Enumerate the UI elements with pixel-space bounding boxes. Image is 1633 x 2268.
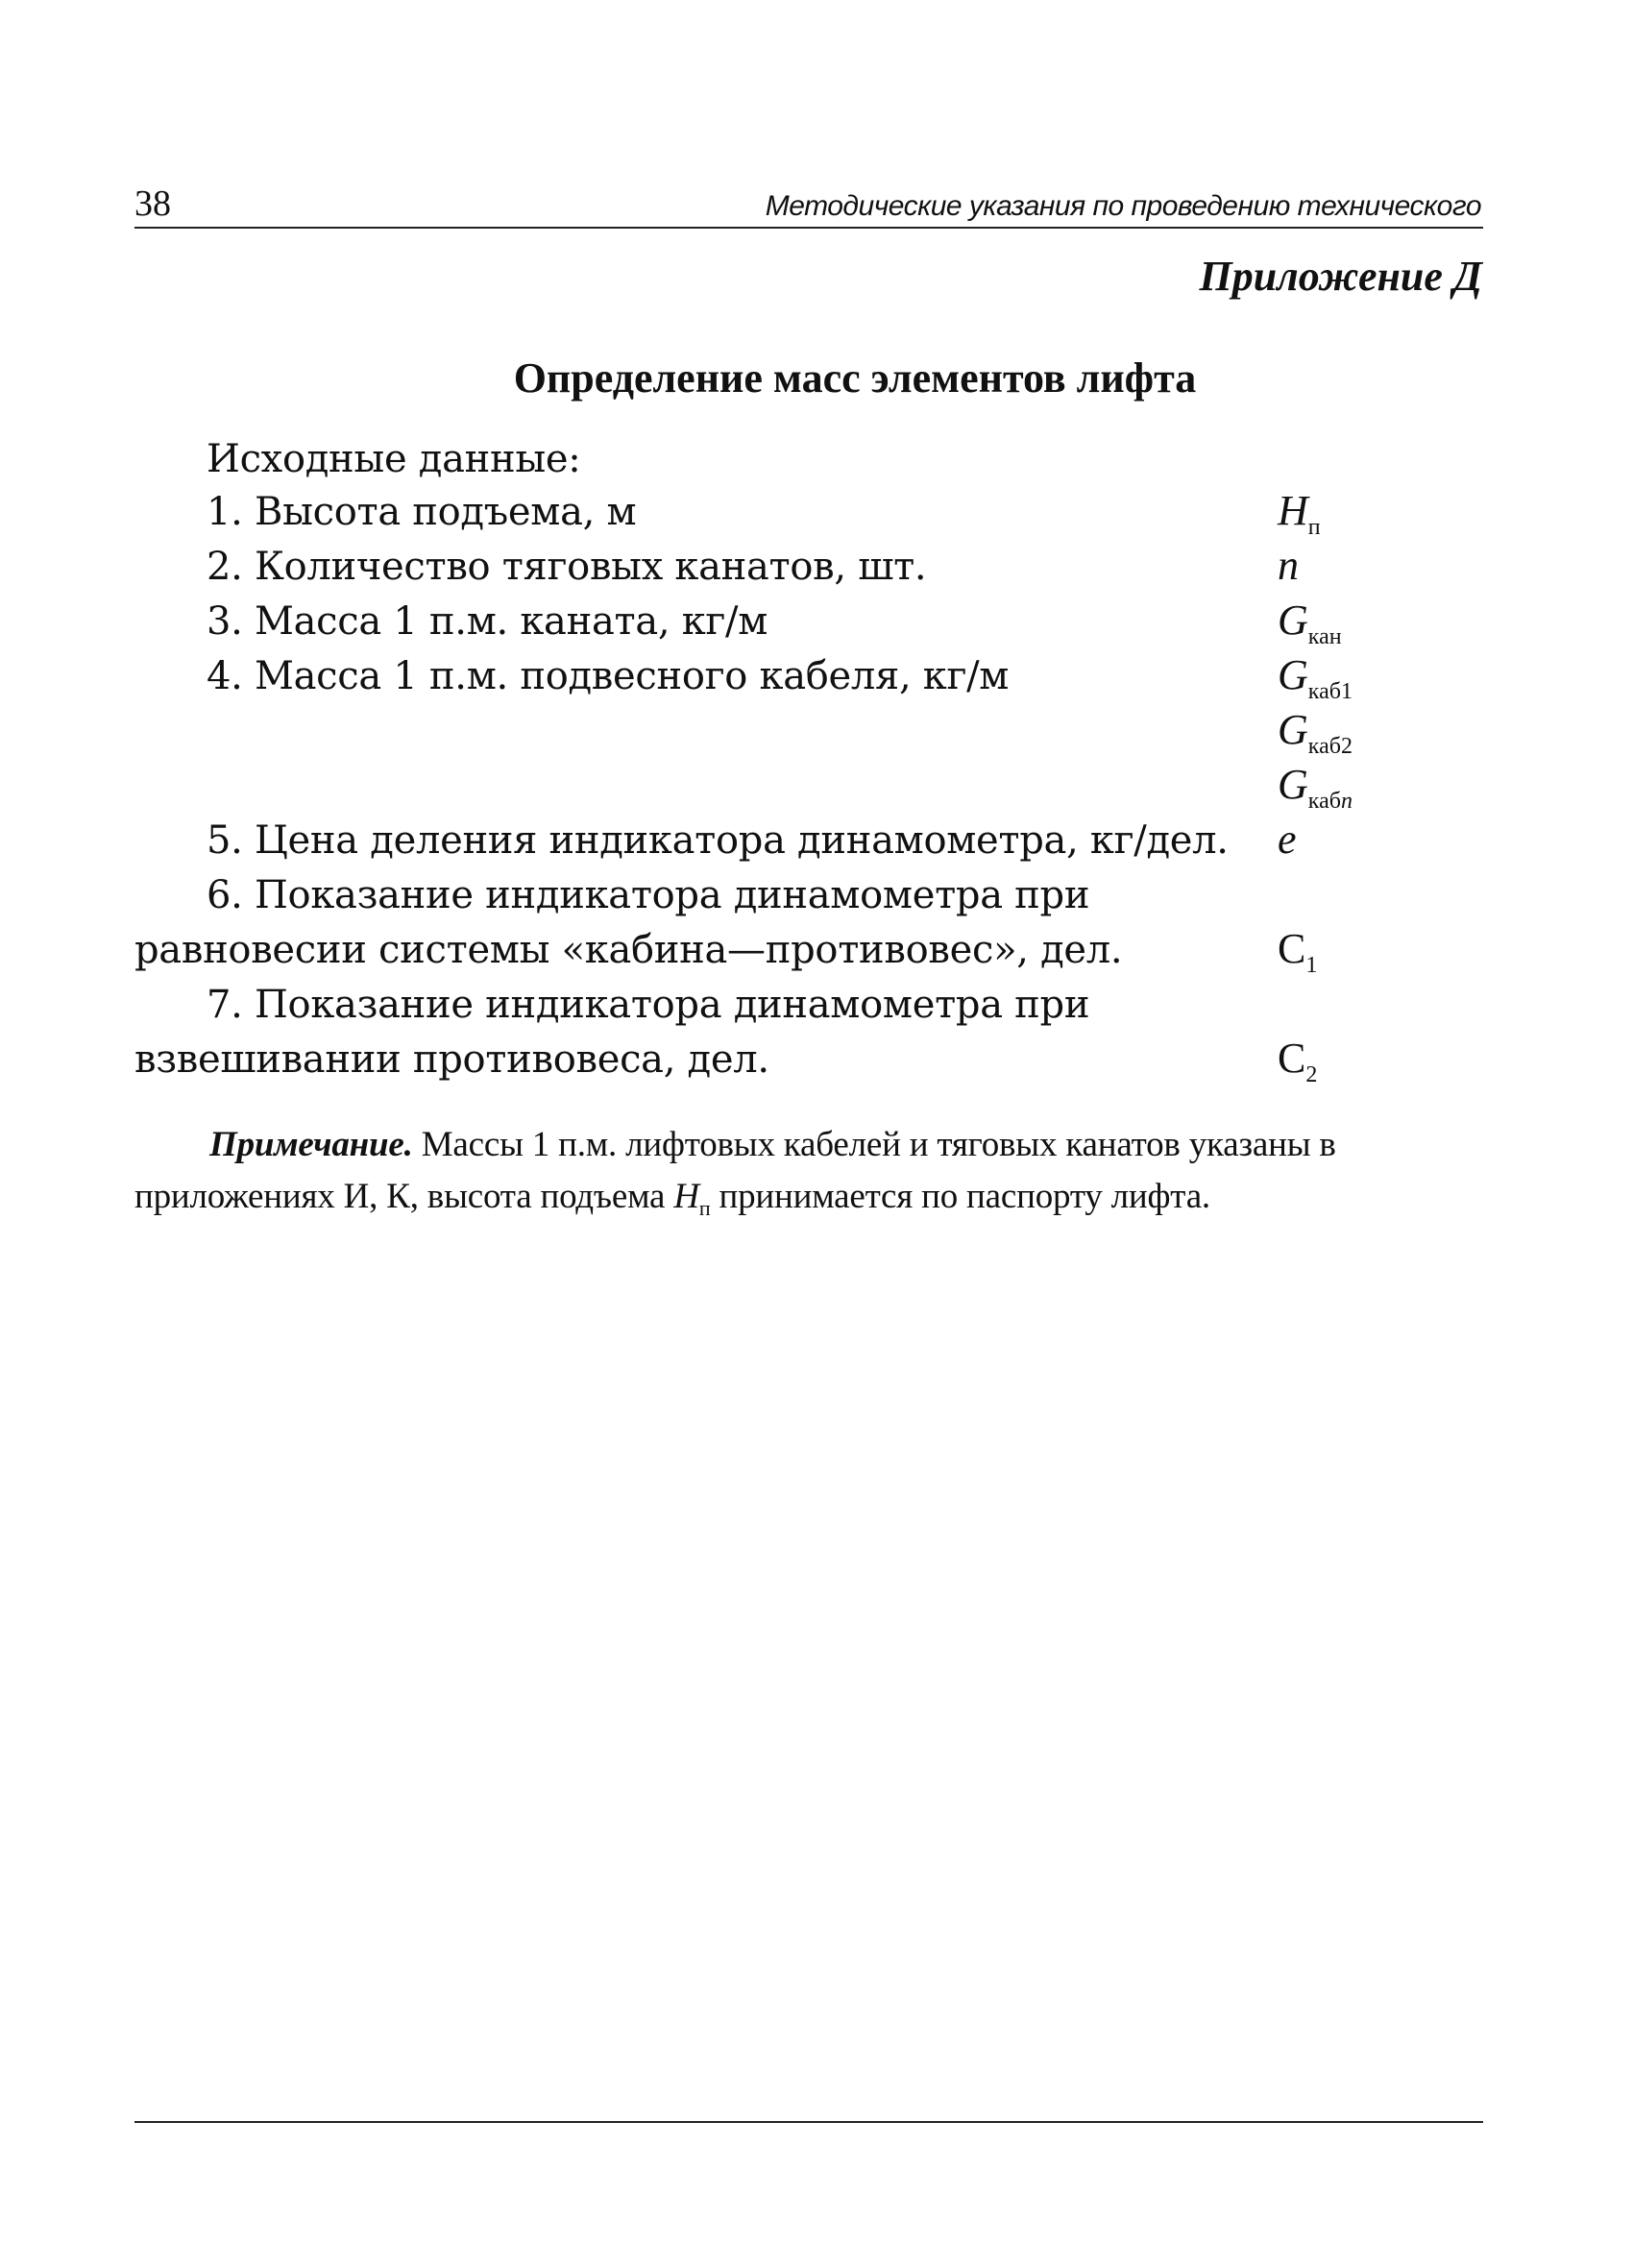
list-item: 1. Высота подъема, м bbox=[207, 490, 637, 534]
symbol: e bbox=[1278, 816, 1297, 863]
list-item-line2: равновесии системы «кабина—противовес», дел. bbox=[134, 928, 1123, 972]
symbol: $G_{каб2}$ bbox=[1278, 706, 1353, 759]
symbol: $C_1$ bbox=[1278, 925, 1318, 978]
page-header bbox=[134, 183, 1483, 229]
intro-line: Исходные данные: bbox=[207, 437, 581, 481]
symbol: $G_{кабn}$ bbox=[1278, 761, 1353, 814]
footer-rule bbox=[134, 2121, 1483, 2123]
list-item: 2. Количество тяговых канатов, шт. bbox=[207, 545, 927, 589]
symbol: $G_{кан}$ bbox=[1278, 597, 1342, 649]
symbol: $C_2$ bbox=[1278, 1035, 1318, 1087]
list-item-line1: 6. Показание индикатора динамометра при bbox=[207, 873, 1090, 917]
symbol: $H_п$ bbox=[1278, 487, 1321, 540]
page-number: 38 bbox=[134, 183, 171, 224]
section-title: Определение масс элементов лифта bbox=[513, 354, 1197, 402]
list-item-line1: 7. Показание индикатора динамометра при bbox=[207, 983, 1090, 1027]
list-item: 3. Масса 1 п.м. каната, кг/м bbox=[207, 599, 768, 644]
list-item-line2: взвешивании противовеса, дел. bbox=[134, 1037, 769, 1082]
list-item: 5. Цена деления индикатора динамометра, кг/дел. bbox=[207, 818, 1229, 863]
running-title: Методические указания по проведению технического bbox=[765, 190, 1481, 222]
note-paragraph: Примечание. Массы 1 п.м. лифтовых кабелей и тяговых канатов указаны в приложениях И, К, высота подъема $H_п$ принимается по паспорту лифта. bbox=[134, 1125, 1336, 1220]
symbol: n bbox=[1278, 542, 1299, 589]
list-item: 4. Масса 1 п.м. подвесного кабеля, кг/м bbox=[207, 654, 1010, 698]
symbol: $G_{каб1}$ bbox=[1278, 651, 1353, 704]
note-label: Примечание. bbox=[209, 1125, 413, 1164]
appendix-label: Приложение Д bbox=[1199, 253, 1482, 300]
